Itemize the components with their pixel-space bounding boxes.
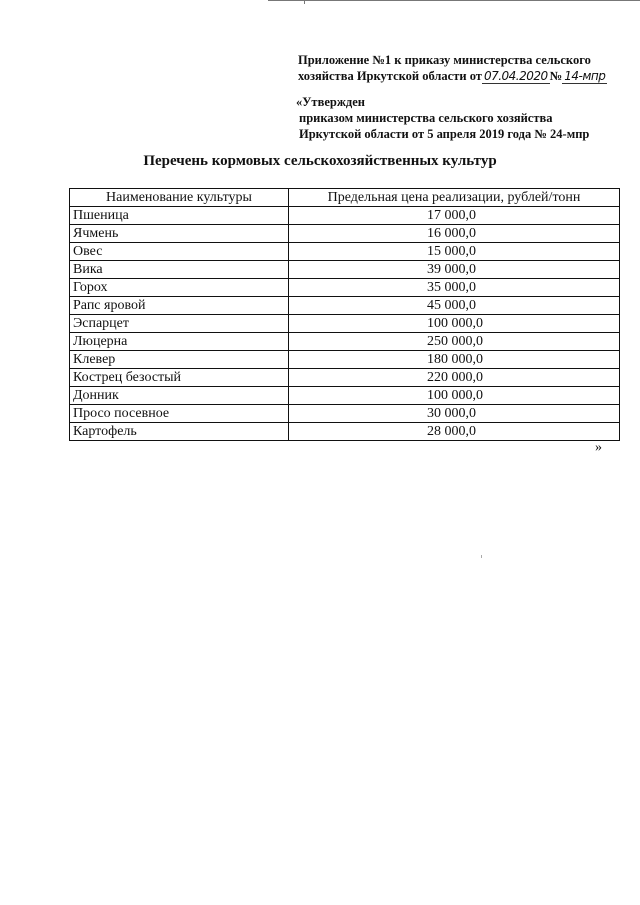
- document-title: Перечень кормовых сельскохозяйственных культур: [143, 153, 497, 169]
- crop-name: Донник: [70, 387, 289, 405]
- table-row: [70, 261, 620, 279]
- table-row: [70, 351, 620, 369]
- crop-name: Просо посевное: [70, 405, 289, 423]
- crop-price: 220 000,0: [289, 369, 620, 387]
- table-row: [70, 207, 620, 225]
- column-header-price: Предельная цена реализации, рублей/тонн: [289, 189, 620, 207]
- crop-price: 100 000,0: [289, 387, 620, 405]
- column-header-name: Наименование культуры: [70, 189, 289, 207]
- table-row: [70, 405, 620, 423]
- table-row: [70, 315, 620, 333]
- scan-speck: [481, 555, 482, 558]
- crop-name: Вика: [70, 261, 289, 279]
- number-sign: №: [549, 69, 563, 83]
- handwritten-number: 14-мпр: [564, 69, 606, 83]
- crop-price: 100 000,0: [289, 315, 620, 333]
- crop-name: Люцерна: [70, 333, 289, 351]
- crop-price: 180 000,0: [289, 351, 620, 369]
- scan-edge-mark: [304, 0, 305, 4]
- crop-price: 15 000,0: [289, 243, 620, 261]
- approved-line-2: приказом министерства сельского хозяйства: [299, 111, 553, 125]
- crop-price: 35 000,0: [289, 279, 620, 297]
- crop-price: 16 000,0: [289, 225, 620, 243]
- table-row: [70, 243, 620, 261]
- table-row: [70, 387, 620, 405]
- crop-price: 45 000,0: [289, 297, 620, 315]
- crop-name: Ячмень: [70, 225, 289, 243]
- appendix-header-prefix: хозяйства Иркутской области от: [298, 69, 482, 83]
- crop-price: 30 000,0: [289, 405, 620, 423]
- appendix-header-line-1: Приложение №1 к приказу министерства сельского: [298, 53, 591, 67]
- approved-block: [296, 94, 589, 142]
- crop-name: Клевер: [70, 351, 289, 369]
- crop-name: Горох: [70, 279, 289, 297]
- crops-table: [69, 188, 620, 441]
- appendix-header-line-2: [298, 68, 607, 84]
- crop-price: 250 000,0: [289, 333, 620, 351]
- approved-line-1: «Утвержден: [296, 95, 365, 109]
- crop-name: Кострец безостый: [70, 369, 289, 387]
- appendix-header: [298, 52, 607, 84]
- crop-name: Пшеница: [70, 207, 289, 225]
- crop-price: 17 000,0: [289, 207, 620, 225]
- table-row: [70, 225, 620, 243]
- crop-price: 39 000,0: [289, 261, 620, 279]
- table-row: [70, 297, 620, 315]
- table-row: [70, 423, 620, 441]
- closing-quote: »: [595, 440, 602, 455]
- table-row: [70, 279, 620, 297]
- crop-name: Рапс яровой: [70, 297, 289, 315]
- crop-name: Овес: [70, 243, 289, 261]
- table-row: [70, 333, 620, 351]
- crop-price: 28 000,0: [289, 423, 620, 441]
- crop-name: Картофель: [70, 423, 289, 441]
- handwritten-date: 07.04.2020: [483, 69, 548, 83]
- table-row: [70, 369, 620, 387]
- crop-name: Эспарцет: [70, 315, 289, 333]
- scan-edge-line: [268, 0, 640, 1]
- table-header-row: [70, 189, 620, 207]
- approved-line-3: Иркутской области от 5 апреля 2019 года № 24-мпр: [299, 127, 590, 141]
